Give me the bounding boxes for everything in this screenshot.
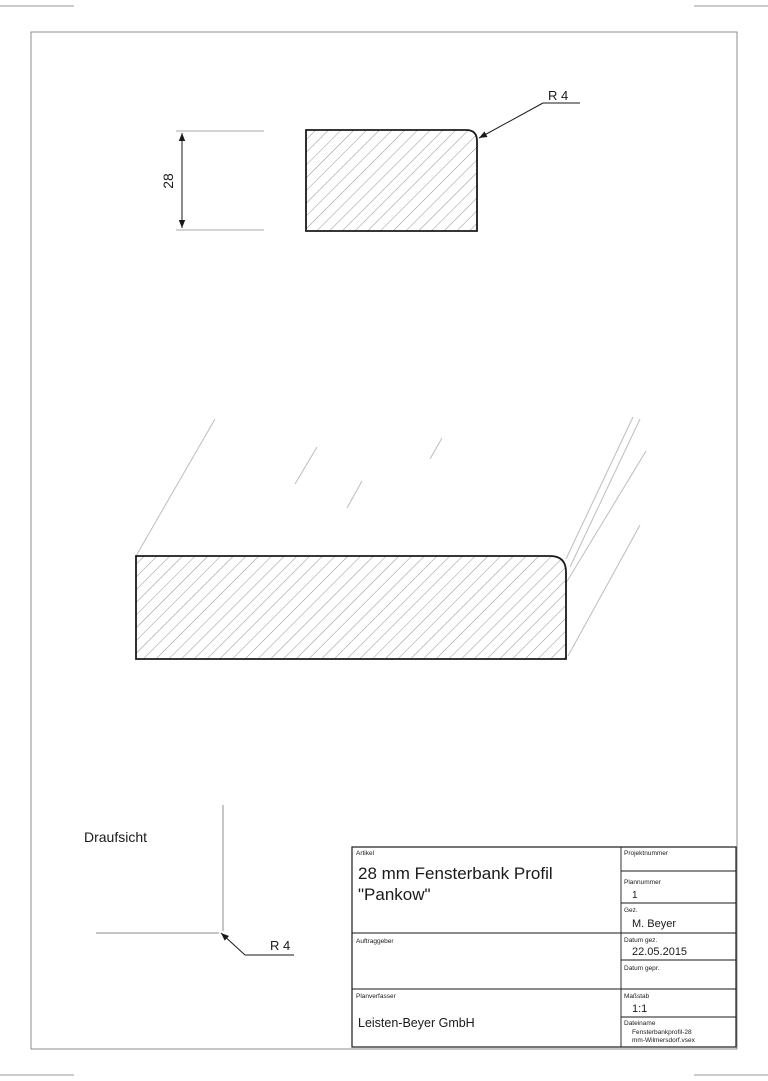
- cross-section-view: [160, 88, 580, 231]
- radius-label-top: R 4: [548, 88, 569, 103]
- date-drawn-caption: Datum gez.: [624, 937, 658, 944]
- article-caption: Artikel: [356, 850, 375, 857]
- planner-value: Leisten-Beyer GmbH: [358, 1016, 475, 1030]
- top-view: [84, 805, 294, 955]
- radius-label-top-view: R 4: [270, 938, 291, 953]
- date-checked-caption: Datum gepr.: [624, 965, 660, 972]
- profile-section-large: [136, 556, 566, 659]
- drawn-by-value: M. Beyer: [632, 918, 677, 930]
- article-title-line-1: 28 mm Fensterbank Profil: [358, 864, 553, 883]
- article-title-line-2: "Pankow": [358, 885, 431, 904]
- filename-line-2: mm-Wilmersdorf.vsex: [632, 1037, 695, 1044]
- drawn-by-caption: Gez.: [624, 907, 638, 914]
- dimension-label-thickness: 28: [160, 173, 176, 189]
- planner-caption: Planverfasser: [356, 993, 396, 1000]
- perspective-view: [136, 417, 646, 659]
- radius-leader-top-view: [221, 933, 245, 955]
- filename-line-1: Fensterbankprofil-28: [632, 1029, 692, 1036]
- plan-number-caption: Plannummer: [624, 879, 661, 886]
- client-caption: Auftraggeber: [356, 938, 394, 945]
- scale-value: 1:1: [632, 1003, 648, 1015]
- project-number-caption: Projektnummer: [624, 850, 669, 857]
- radius-leader-top: [479, 103, 543, 138]
- plan-number-value: 1: [632, 890, 638, 901]
- scale-caption: Maßstab: [624, 993, 650, 1000]
- top-view-title: Draufsicht: [84, 829, 148, 845]
- filename-caption: Dateiname: [624, 1020, 656, 1027]
- profile-section-small: [306, 130, 477, 231]
- date-drawn-value: 22.05.2015: [632, 946, 688, 958]
- title-block: [352, 847, 736, 1047]
